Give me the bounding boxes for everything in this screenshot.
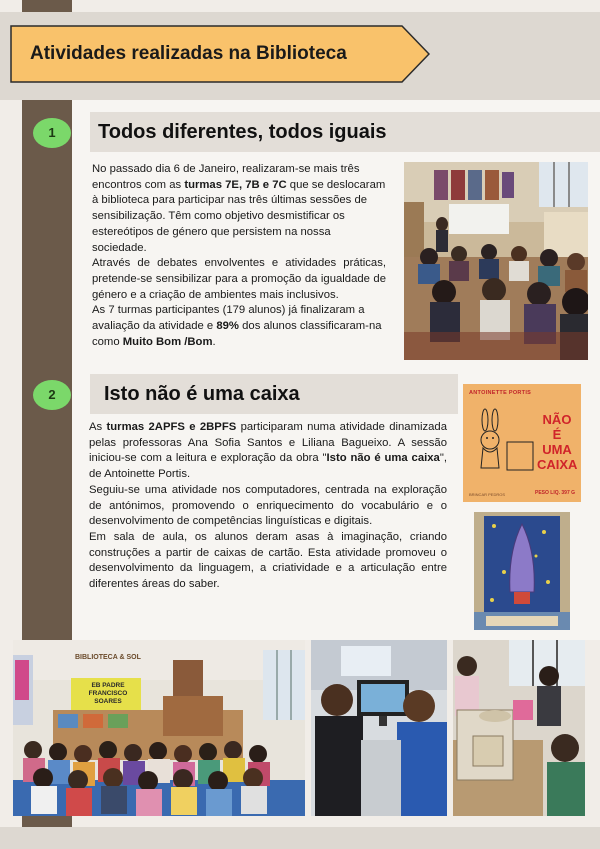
section-heading [90, 112, 600, 152]
section-heading [90, 374, 458, 414]
section-2-text [89, 420, 447, 593]
section-number-badge: 1 [33, 118, 71, 148]
library-sign-text: BIBLIOTECA & SOL [75, 654, 141, 661]
box-construction-photo [453, 640, 585, 816]
footer-band [0, 827, 600, 849]
paragraph: Através de debates envolventes e atividades práticas, pretende-se sensibilizar para a promoção da igualdade de género e a criação de ambientes mais inclusivos. [92, 257, 386, 301]
classroom-session-photo [404, 162, 588, 360]
computer-activity-photo [311, 640, 447, 816]
book-title: NÃO É UMA CAIXA [537, 412, 578, 472]
book-cover-image [463, 384, 581, 502]
school-sign: EB PADRE FRANCISCO SOARES [88, 682, 128, 705]
paragraph: Seguiu-se uma atividade nos computadores, centrada na exploração de antónimos, promovendo o enriquecimento do vocabulário e o desenvolvimento de competências linguísticas e digitais. [89, 483, 447, 528]
section-number-badge: 2 [33, 380, 71, 410]
paragraph: As turmas 2APFS e 2BPFS participaram numa atividade dinamizada pelas professoras Ana Sofia Santos e Liliana Bagueixo. A sessão iniciou-se com a leitura e exploração da obra "Isto não é uma caixa", de Antoinette Portis. [89, 421, 447, 481]
cardboard-rocket-photo [474, 512, 570, 630]
section-title: Isto não é uma caixa [104, 383, 300, 405]
book-weight-label: PESO LIQ. 397 G [534, 490, 575, 496]
section-title: Todos diferentes, todos iguais [98, 121, 387, 143]
page-title-banner [10, 25, 430, 83]
section-1-text [92, 162, 386, 350]
paragraph: As 7 turmas participantes (179 alunos) já finalizaram a avaliação da atividade e 89% dos alunos classificaram-na como Muito Bom /Bom. [92, 304, 382, 348]
decorative-bar-top [22, 0, 72, 12]
page-title: Atividades realizadas na Biblioteca [30, 43, 347, 64]
paragraph: No passado dia 6 de Janeiro, realizaram-se mais três encontros com as turmas 7E, 7B e 7C que se deslocaram à biblioteca para participar nas três últimas sessões de sensibilização. Têm como objetivo desmistificar os estereótipos de género que persistem na nossa sociedade. [92, 163, 386, 254]
book-author: ANTOINETTE PORTIS [469, 390, 532, 396]
book-publisher: BRINCAR PEDROS [469, 492, 506, 497]
paragraph: Em sala de aula, os alunos deram asas à imaginação, criando construções a partir de caixas de cartão. Esta atividade promoveu o desenvolvimento da linguagem, a criatividade e a articulação entre diferentes áreas do saber. [89, 530, 447, 591]
library-group-photo [13, 640, 305, 816]
